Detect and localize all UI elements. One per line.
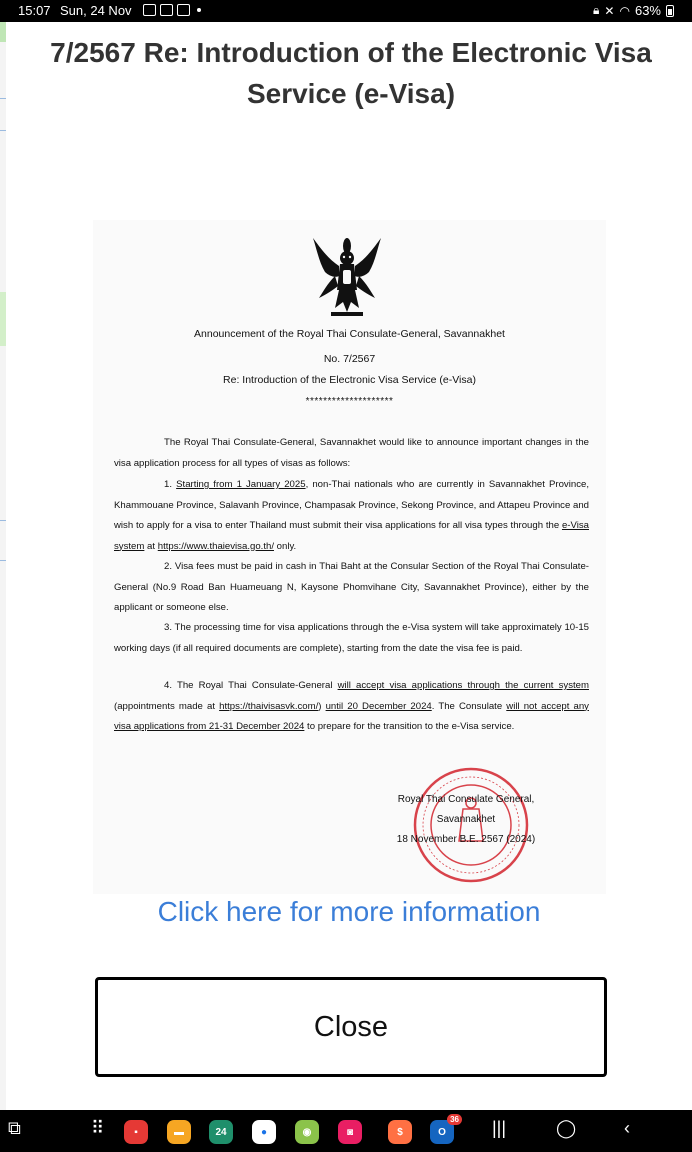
signature-line-1: Royal Thai Consulate General, (397, 794, 535, 805)
para4-closed-period: will not accept any visa applications from 21-31 December 2024 (114, 700, 589, 732)
doc-paragraph-4 (114, 676, 589, 738)
battery-percent: 63% (634, 3, 661, 18)
screenshot-icon[interactable]: ⧉ (8, 1118, 21, 1138)
recents-icon[interactable]: ||| (492, 1118, 507, 1138)
wifi-icon: ◠ (619, 3, 630, 18)
para4-current-system: will accept visa applications through the current system (337, 680, 589, 691)
announcement-document-image (93, 220, 606, 894)
para1-text: , non-Thai nationals who are currently in Savannakhet Province, Khammouane Province, Salavanh Province, Champasak Province, Sekong Province, and Attapeu Province and wish to apply for a visa to enter Thailand must submit their visa applications for all visa types through the (114, 479, 589, 531)
announcement-modal (6, 22, 692, 1110)
back-icon[interactable]: ‹ (624, 1118, 630, 1138)
photo-icon (160, 4, 173, 16)
home-icon[interactable]: ◯ (556, 1118, 577, 1138)
outlook-badge: 36 (447, 1114, 462, 1125)
doc-intro-text: The Royal Thai Consulate-General, Savannakhet would like to announce important changes in the visa application process for all types of visas as follows: (114, 437, 589, 469)
calendar-app-icon[interactable]: 24 (209, 1120, 233, 1144)
mute-icon: ✕ (604, 3, 615, 18)
garuda-emblem-icon (305, 232, 389, 318)
signature-line-2: Savannakhet (436, 814, 496, 825)
doc-paragraph-3 (114, 618, 589, 659)
doc-paragraph-1 (114, 475, 589, 557)
more-notifications-icon (197, 8, 201, 12)
doc-number: No. 7/2567 (323, 353, 376, 365)
outlook-app-icon[interactable]: O 36 (430, 1120, 454, 1144)
system-icons (593, 3, 674, 18)
para2-text: 2. Visa fees must be paid in cash in Thai Baht at the Consular Section of the Royal Thai Consulate-General (No.9 Road Ban Huameuang N, Kaysone Phomvihane City, Savannakhet Province), either by the applicant or someone else. (114, 561, 589, 613)
para1-evisa-system: e-Visa system (114, 520, 589, 552)
para4-url: https://thaivisasvk.com/ (219, 700, 319, 712)
para3-text: 3. The processing time for visa applications through the e-Visa system will take approximately 10-15 working days (if all required documents are complete), starting from the date the visa fee is paid. (114, 622, 589, 654)
navigation-bar (0, 1110, 692, 1152)
para1-start-date: Starting from 1 January 2025 (176, 479, 306, 490)
gallery-icon (143, 4, 156, 16)
messages-app-icon[interactable]: ● (252, 1120, 276, 1144)
notification-icons (143, 4, 201, 16)
doc-divider: ******************** (305, 396, 394, 407)
calendar-notification-icon (177, 4, 190, 16)
para4-text-2: (appointments made at (114, 700, 220, 712)
doc-heading: Announcement of the Royal Thai Consulate-General, Savannakhet (194, 328, 505, 340)
modal-title: 7/2567 Re: Introduction of the Electronic Visa Service (e-Visa) (50, 37, 652, 109)
para1-at: at (144, 540, 158, 552)
para1-number: 1. (164, 479, 173, 490)
lock-icon: 🔒︎ (593, 3, 600, 17)
doc-paragraph-2 (114, 557, 589, 619)
close-button[interactable]: Close (95, 977, 607, 1077)
consulate-seal-icon (411, 765, 531, 885)
para4-text-1: 4. The Royal Thai Consulate-General (164, 680, 338, 691)
status-time: 15:07 (18, 3, 51, 18)
para4-deadline: until 20 December 2024 (325, 700, 432, 712)
status-bar (0, 0, 692, 22)
files-app-icon[interactable]: ▬ (167, 1120, 191, 1144)
shop-app-icon[interactable]: $ (388, 1120, 412, 1144)
battery-icon (666, 5, 674, 17)
doc-subject: Re: Introduction of the Electronic Visa Service (e-Visa) (223, 374, 476, 386)
signature-date: 18 November B.E. 2567 (2024) (396, 834, 536, 845)
para1-end: only. (273, 540, 297, 552)
para1-url: https://www.thaievisa.go.th/ (157, 540, 274, 552)
para4-text-3: ) (318, 700, 326, 712)
doc-intro (114, 433, 589, 474)
flipboard-app-icon[interactable]: ▪ (124, 1120, 148, 1144)
para4-text-4: . The Consulate (431, 700, 507, 712)
para4-text-5: to prepare for the transition to the e-Visa service. (304, 721, 515, 732)
camera-app-icon[interactable]: ◙ (338, 1120, 362, 1144)
app-drawer-icon[interactable]: ⠿ (91, 1118, 105, 1138)
more-info-link[interactable]: Click here for more information (157, 896, 541, 927)
browser-app-icon[interactable]: ◉ (295, 1120, 319, 1144)
status-date: Sun, 24 Nov (60, 3, 132, 18)
